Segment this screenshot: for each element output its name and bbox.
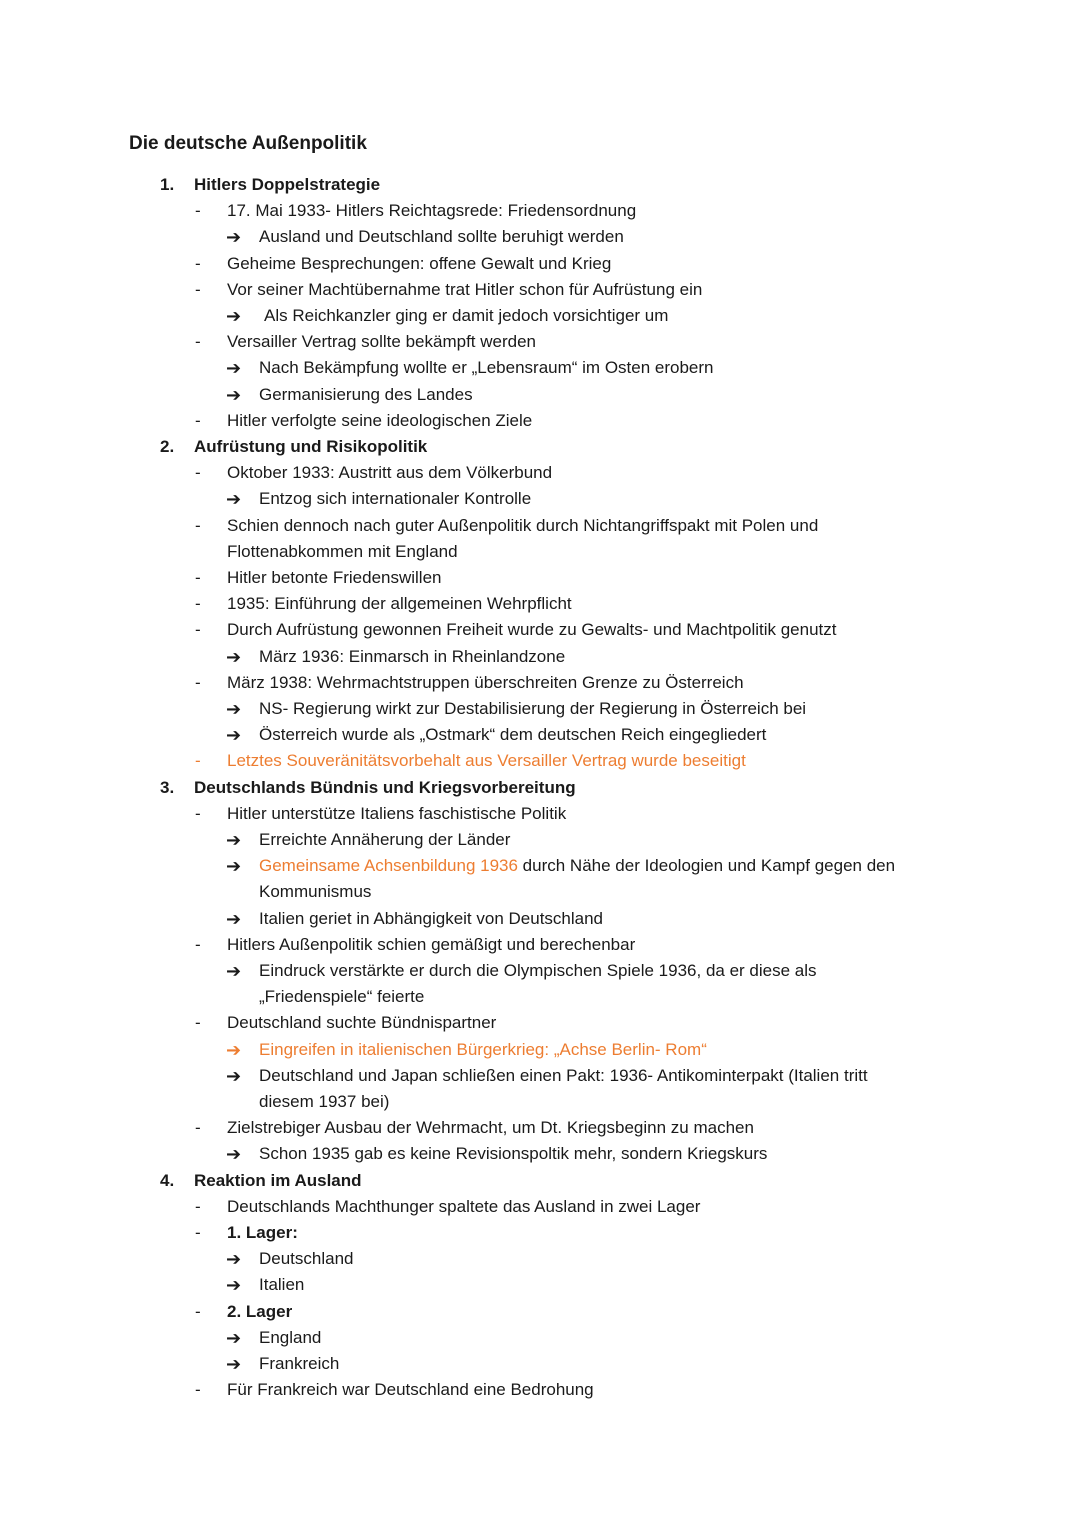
section-heading: [0, 172, 1080, 198]
section-title: Deutschlands Bündnis und Kriegsvorbereitung: [194, 777, 576, 797]
list-item: ➔ Eindruck verstärkte er durch die Olympischen Spiele 1936, da er diese als: [0, 958, 1080, 984]
list-item: ➔ Als Reichkanzler ging er damit jedoch vorsichtiger um: [0, 303, 1080, 329]
dash-bullet: -: [195, 463, 201, 483]
dash-bullet: -: [195, 568, 201, 587]
list-item-highlighted: ➔ Eingreifen in italienischen Bürgerkrieg: „Achse Berlin- Rom“: [0, 1037, 1080, 1063]
arrow-right-icon: ➔: [226, 856, 242, 877]
arrow-right-icon: ➔: [226, 1249, 242, 1270]
list-item: - Schien dennoch nach guter Außenpolitik durch Nichtangriffspakt mit Polen und: [0, 513, 1080, 539]
list-item-continuation: diesem 1937 bei): [259, 1092, 390, 1111]
list-item: - Durch Aufrüstung gewonnen Freiheit wurde zu Gewalts- und Machtpolitik genutzt: [0, 617, 1080, 643]
list-item: ➔ Schon 1935 gab es keine Revisionspoltik mehr, sondern Kriegskurs: [0, 1141, 1080, 1167]
dash-bullet: -: [195, 1196, 201, 1216]
dash-bullet: -: [195, 201, 201, 221]
section-heading: [0, 1168, 1080, 1194]
arrow-right-icon: ➔: [226, 646, 242, 667]
section-number: 3.: [160, 777, 175, 797]
dash-bullet: -: [195, 1223, 201, 1242]
list-item: ➔ März 1936: Einmarsch in Rheinlandzone: [0, 644, 1080, 670]
section-number: 1.: [160, 175, 175, 194]
list-item: ➔ Italien: [0, 1272, 1080, 1298]
list-item: - Hitlers Außenpolitik schien gemäßigt und berechenbar: [0, 932, 1080, 958]
arrow-right-icon: ➔: [226, 725, 242, 746]
list-item-continuation: „Friedenspiele“ feierte: [259, 987, 425, 1007]
dash-bullet: -: [195, 594, 201, 614]
list-item: - 1. Lager:: [0, 1220, 1080, 1246]
highlighted-text: Gemeinsame Achsenbildung 1936: [259, 856, 518, 876]
list-item: ➔ Entzog sich internationaler Kontrolle: [0, 486, 1080, 512]
list-item: ➔ Gemeinsame Achsenbildung 1936 durch Nähe der Ideologien und Kampf gegen den: [0, 853, 1080, 879]
list-item: ➔ England: [0, 1325, 1080, 1351]
section-number: 2.: [160, 437, 175, 456]
list-item: - Deutschlands Machthunger spaltete das Ausland in zwei Lager: [0, 1194, 1080, 1220]
section-title: Aufrüstung und Risikopolitik: [194, 437, 428, 456]
arrow-right-icon: ➔: [226, 489, 242, 510]
arrow-right-icon: ➔: [226, 1144, 242, 1165]
list-item-continuation: Flottenabkommen mit England: [227, 541, 458, 561]
document-title: Die deutsche Außenpolitik: [129, 133, 367, 154]
section-number: 4.: [160, 1170, 175, 1190]
dash-bullet: -: [195, 934, 201, 954]
list-item: - März 1938: Wehrmachtstruppen überschreiten Grenze zu Österreich: [0, 670, 1080, 696]
arrow-right-icon: ➔: [226, 1327, 242, 1348]
arrow-right-icon: ➔: [226, 1354, 242, 1374]
list-item: - Vor seiner Machtübernahme trat Hitler schon für Aufrüstung ein: [0, 277, 1080, 303]
section-heading: [0, 434, 1080, 460]
dash-bullet: -: [195, 620, 201, 640]
list-item: - Zielstrebiger Ausbau der Wehrmacht, um Dt. Kriegsbeginn zu machen: [0, 1115, 1080, 1141]
arrow-right-icon: ➔: [226, 384, 242, 405]
dash-bullet: -: [195, 332, 201, 352]
list-item: - Hitler unterstütze Italiens faschistische Politik: [0, 801, 1080, 827]
arrow-right-icon: ➔: [226, 1039, 242, 1060]
list-item: ➔ Nach Bekämpfung wollte er „Lebensraum“ im Osten erobern: [0, 355, 1080, 381]
dash-bullet: -: [195, 515, 201, 535]
list-item: ➔ Erreichte Annäherung der Länder: [0, 827, 1080, 853]
section-title: Reaktion im Ausland: [194, 1170, 362, 1190]
list-item: - 2. Lager: [0, 1299, 1080, 1325]
list-item: ➔ NS- Regierung wirkt zur Destabilisierung der Regierung in Österreich bei: [0, 696, 1080, 722]
list-item: - Oktober 1933: Austritt aus dem Völkerbund: [0, 460, 1080, 486]
arrow-right-icon: ➔: [226, 306, 242, 326]
list-item-highlighted: - Letztes Souveränitätsvorbehalt aus Versailler Vertrag wurde beseitigt: [0, 748, 1080, 774]
list-item: - Hitler betonte Friedenswillen: [0, 565, 1080, 591]
list-item: ➔ Österreich wurde als „Ostmark“ dem deutschen Reich eingegliedert: [0, 722, 1080, 748]
dash-bullet: -: [195, 803, 201, 823]
dash-bullet: -: [195, 672, 201, 692]
dash-bullet: -: [195, 1118, 201, 1138]
list-item: - Geheime Besprechungen: offene Gewalt und Krieg: [0, 251, 1080, 277]
list-item: ➔ Frankreich: [0, 1351, 1080, 1377]
list-item: ➔ Italien geriet in Abhängigkeit von Deutschland: [0, 906, 1080, 932]
dash-bullet: -: [195, 1301, 201, 1321]
list-item: ➔ Ausland und Deutschland sollte beruhigt werden: [0, 224, 1080, 250]
list-item: - Deutschland suchte Bündnispartner: [0, 1010, 1080, 1036]
section-heading: [0, 775, 1080, 801]
dash-bullet: -: [195, 1013, 201, 1033]
dash-bullet: -: [195, 751, 201, 771]
list-item: - 1935: Einführung der allgemeinen Wehrpflicht: [0, 591, 1080, 617]
list-item: ➔ Deutschland und Japan schließen einen Pakt: 1936- Antikominterpakt (Italien tritt: [0, 1063, 1080, 1089]
arrow-right-icon: ➔: [226, 830, 242, 850]
list-item-continuation: Kommunismus: [259, 882, 372, 902]
arrow-right-icon: ➔: [226, 227, 242, 248]
list-item: - 17. Mai 1933- Hitlers Reichtagsrede: Friedensordnung: [0, 198, 1080, 224]
arrow-right-icon: ➔: [226, 1065, 242, 1086]
list-item: - Für Frankreich war Deutschland eine Bedrohung: [0, 1377, 1080, 1403]
list-item: - Hitler verfolgte seine ideologischen Ziele: [0, 408, 1080, 434]
arrow-right-icon: ➔: [226, 699, 242, 719]
arrow-right-icon: ➔: [226, 908, 242, 929]
dash-bullet: -: [195, 279, 201, 299]
list-item: ➔ Germanisierung des Landes: [0, 382, 1080, 408]
section-title: Hitlers Doppelstrategie: [194, 175, 381, 194]
list-item: ➔ Deutschland: [0, 1246, 1080, 1272]
dash-bullet: -: [195, 253, 201, 273]
arrow-right-icon: ➔: [226, 358, 242, 379]
arrow-right-icon: ➔: [226, 961, 242, 981]
dash-bullet: -: [195, 410, 201, 430]
list-item: - Versailler Vertrag sollte bekämpft werden: [0, 329, 1080, 355]
dash-bullet: -: [195, 1380, 201, 1400]
arrow-right-icon: ➔: [226, 1275, 242, 1296]
